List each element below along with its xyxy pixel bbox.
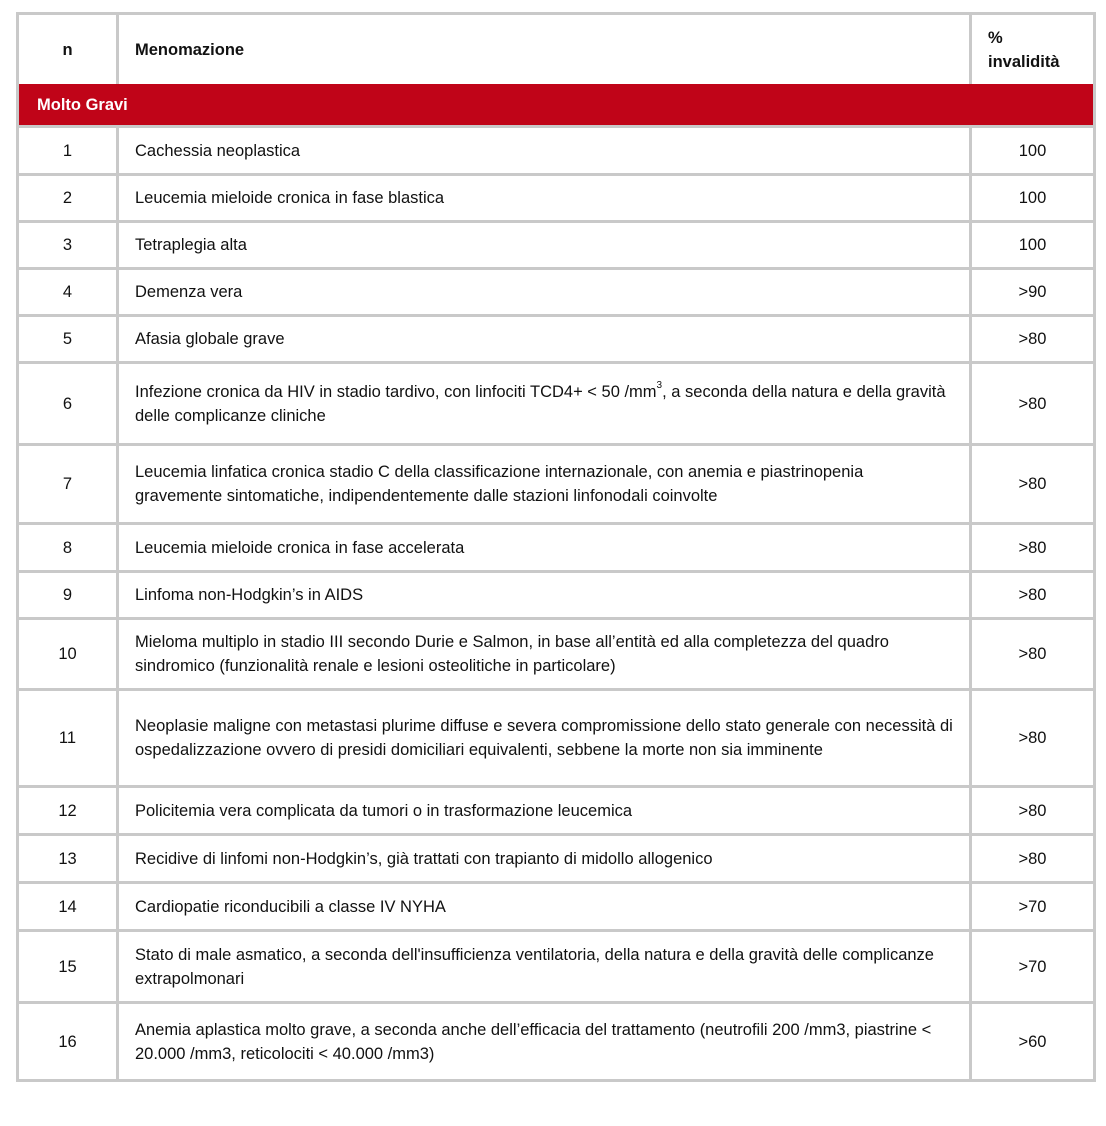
- row-percent: 100: [972, 176, 1093, 223]
- table-row: [19, 223, 1093, 270]
- row-number: 10: [19, 620, 119, 691]
- row-number: 7: [19, 446, 119, 525]
- table-row: [19, 364, 1093, 446]
- row-percent: >80: [972, 788, 1093, 836]
- table-row: [19, 836, 1093, 884]
- header-percent-sign: %: [988, 28, 1003, 47]
- row-description-part-b: , a seconda della natura e della gravità delle complicanze cliniche: [135, 382, 946, 425]
- row-percent: 100: [972, 223, 1093, 270]
- row-number: 11: [19, 691, 119, 788]
- row-percent: >80: [972, 691, 1093, 788]
- row-description: Leucemia mieloide cronica in fase blastica: [119, 176, 972, 223]
- row-number: 5: [19, 317, 119, 364]
- row-description: Linfoma non-Hodgkin’s in AIDS: [119, 573, 972, 620]
- row-description: Tetraplegia alta: [119, 223, 972, 270]
- row-percent: >80: [972, 446, 1093, 525]
- row-description: Mieloma multiplo in stadio III secondo Durie e Salmon, in base all’entità ed alla completezza del quadro sindromico (funzionalità renale e lesioni osteolitiche in particolare): [119, 620, 972, 691]
- table-row: [19, 176, 1093, 223]
- header-percent-invalidity: [972, 15, 1093, 84]
- invalidity-table: [16, 12, 1096, 1082]
- row-description: Leucemia mieloide cronica in fase accelerata: [119, 525, 972, 573]
- row-number: 16: [19, 1004, 119, 1079]
- table-row: [19, 1004, 1093, 1079]
- row-percent: >70: [972, 884, 1093, 932]
- row-number: 3: [19, 223, 119, 270]
- section-title: Molto Gravi: [19, 84, 1093, 128]
- row-number: 9: [19, 573, 119, 620]
- row-description: Anemia aplastica molto grave, a seconda anche dell’efficacia del trattamento (neutrofili 200 /mm3, piastrine < 20.000 /mm3, reticolociti < 40.000 /mm3): [119, 1004, 972, 1079]
- table-row: [19, 525, 1093, 573]
- row-number: 6: [19, 364, 119, 446]
- row-description-part-a: Infezione cronica da HIV in stadio tardivo, con linfociti TCD4+ < 50 /mm: [135, 382, 657, 401]
- table-row: [19, 788, 1093, 836]
- row-percent: >80: [972, 620, 1093, 691]
- row-description: Cachessia neoplastica: [119, 128, 972, 176]
- row-description: Cardiopatie riconducibili a classe IV NYHA: [119, 884, 972, 932]
- row-number: 14: [19, 884, 119, 932]
- row-percent: >80: [972, 836, 1093, 884]
- table-row: [19, 691, 1093, 788]
- table-row: [19, 573, 1093, 620]
- table-row: [19, 128, 1093, 176]
- row-number: 1: [19, 128, 119, 176]
- row-number: 12: [19, 788, 119, 836]
- row-percent: >90: [972, 270, 1093, 317]
- table-row: [19, 884, 1093, 932]
- row-percent: >70: [972, 932, 1093, 1004]
- table-row: [19, 932, 1093, 1004]
- table-row: [19, 620, 1093, 691]
- row-number: 4: [19, 270, 119, 317]
- header-n: n: [19, 15, 119, 84]
- row-description: Recidive di linfomi non-Hodgkin’s, già trattati con trapianto di midollo allogenico: [119, 836, 972, 884]
- row-number: 13: [19, 836, 119, 884]
- row-percent: >80: [972, 573, 1093, 620]
- superscript-exponent: 3: [656, 379, 663, 391]
- row-percent: >80: [972, 525, 1093, 573]
- row-percent: >80: [972, 317, 1093, 364]
- header-menomazione: Menomazione: [119, 15, 972, 84]
- row-description: [119, 364, 972, 446]
- row-number: 15: [19, 932, 119, 1004]
- row-description: Leucemia linfatica cronica stadio C della classificazione internazionale, con anemia e piastrinopenia gravemente sintomatiche, indipendentemente dalle stazioni linfonodali coinvolte: [119, 446, 972, 525]
- row-description: Neoplasie maligne con metastasi plurime diffuse e severa compromissione dello stato generale con necessità di ospedalizzazione ovvero di presidi domiciliari equivalenti, sebbene la morte non sia imminente: [119, 691, 972, 788]
- table-header-row: [19, 15, 1093, 84]
- row-percent: 100: [972, 128, 1093, 176]
- table-row: [19, 317, 1093, 364]
- header-invalidity-label: invalidità: [988, 52, 1060, 71]
- row-description: Stato di male asmatico, a seconda dell'insufficienza ventilatoria, della natura e della gravità delle complicanze extrapolmonari: [119, 932, 972, 1004]
- row-description: Policitemia vera complicata da tumori o in trasformazione leucemica: [119, 788, 972, 836]
- table-row: [19, 446, 1093, 525]
- row-percent: >60: [1018, 1032, 1047, 1051]
- section-row: [19, 84, 1093, 128]
- row-description: Afasia globale grave: [119, 317, 972, 364]
- row-number: 8: [19, 525, 119, 573]
- row-number: 2: [19, 176, 119, 223]
- row-percent: >80: [972, 364, 1093, 446]
- row-description: Demenza vera: [119, 270, 972, 317]
- table-row: [19, 270, 1093, 317]
